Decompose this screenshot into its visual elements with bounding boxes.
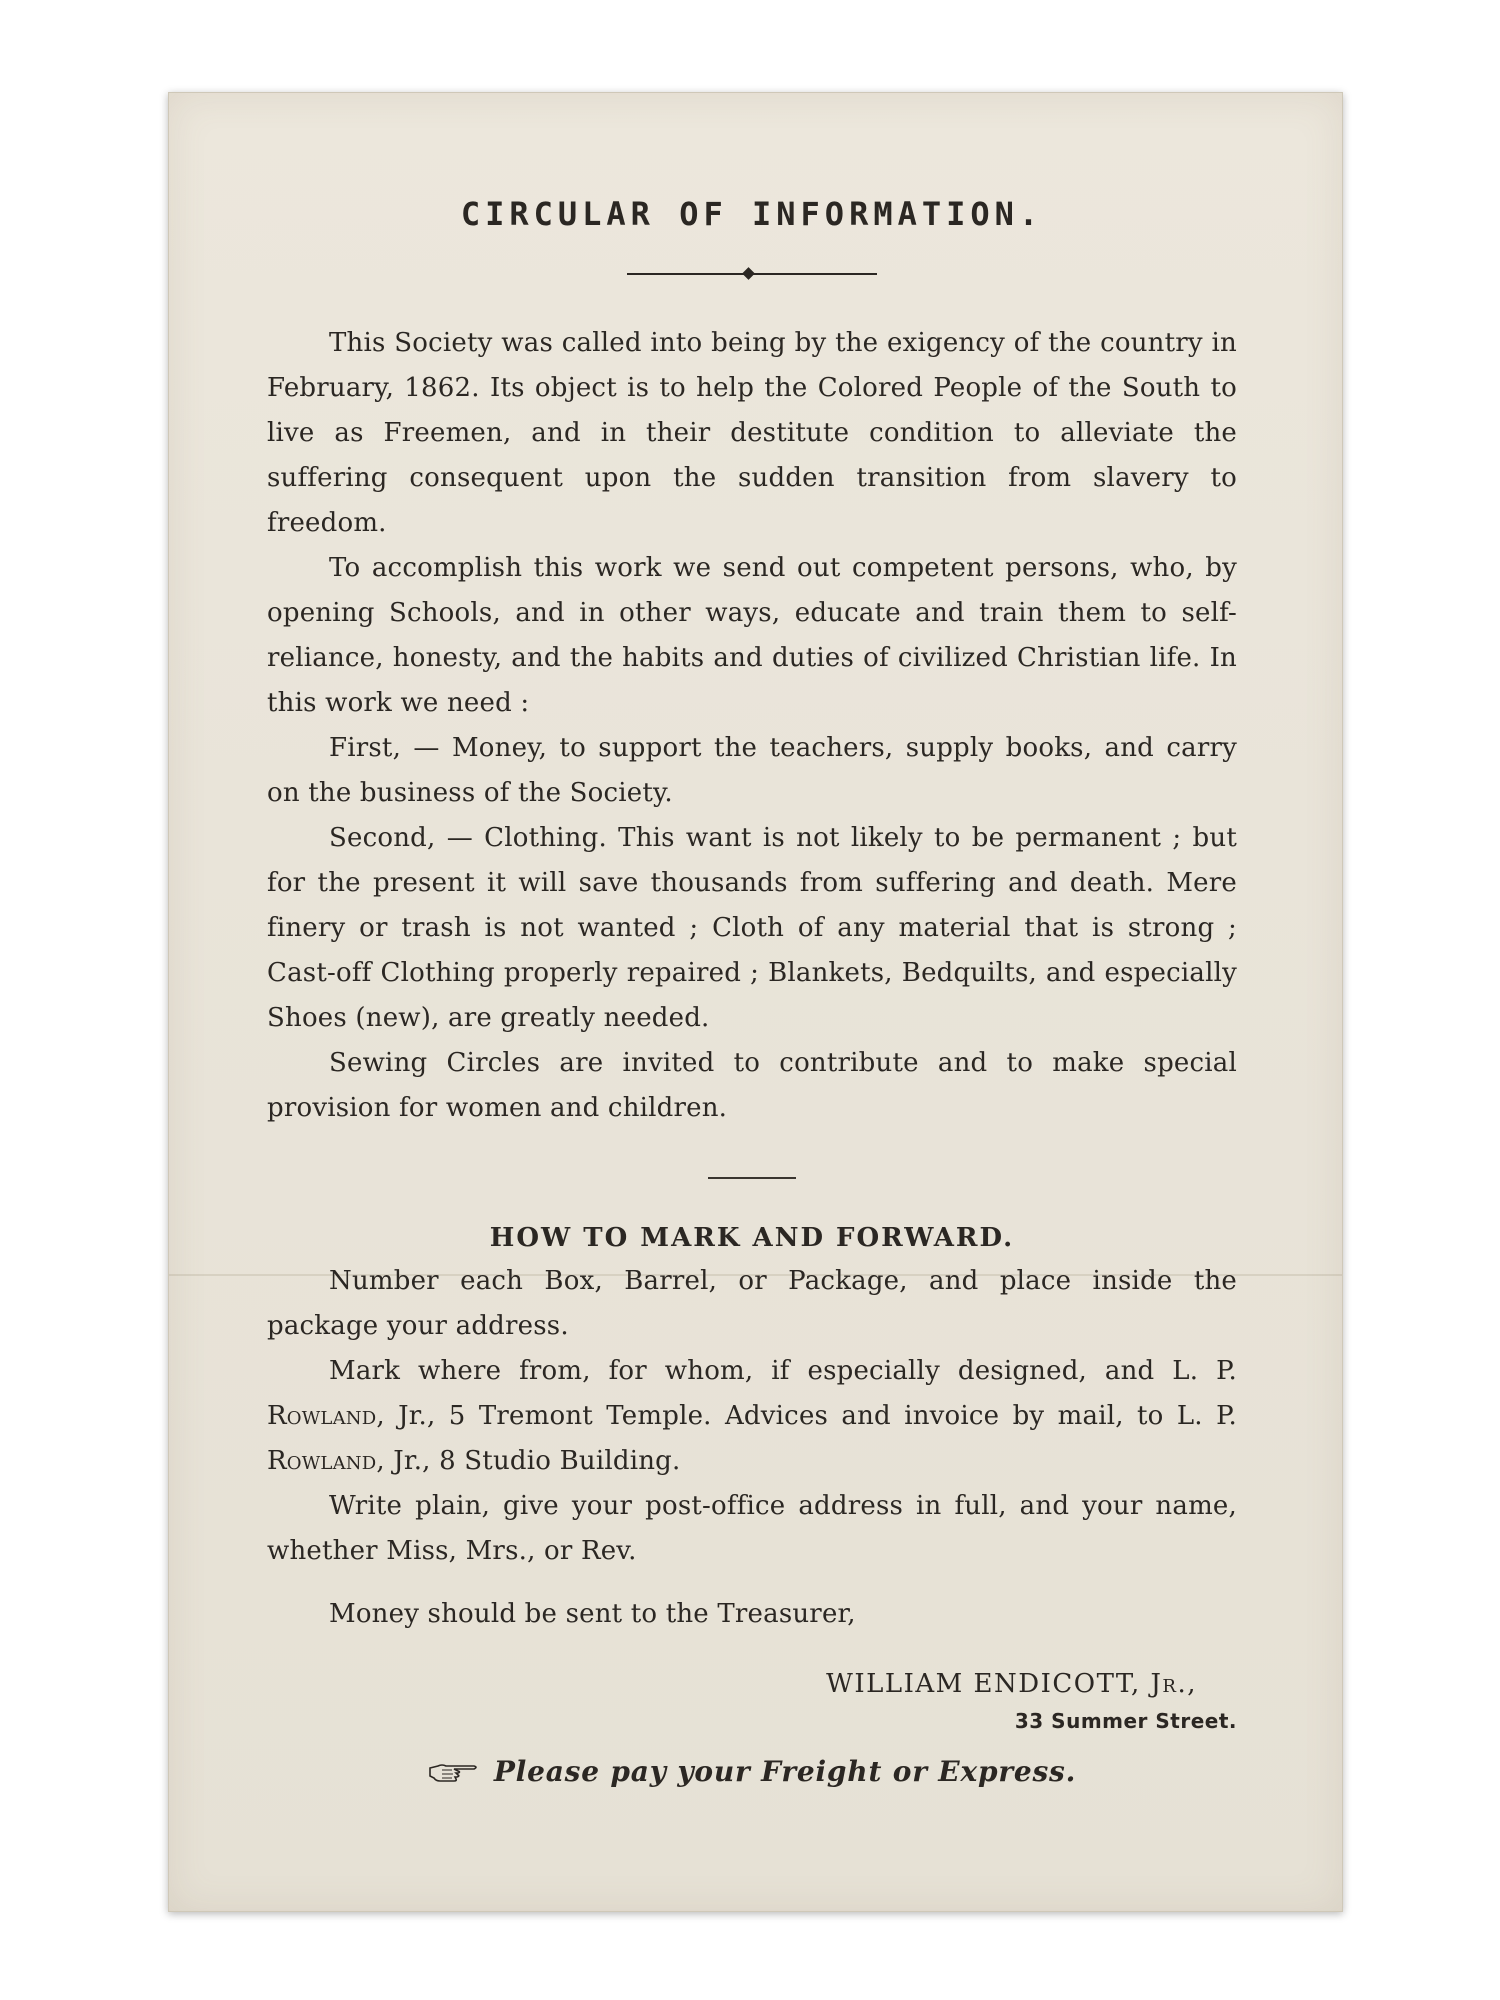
treasurer-signature: WILLIAM ENDICOTT, Jr., (826, 1668, 1197, 1699)
paragraph-mark-where: Mark where from, for whom, if especially designed, and L. P. Rowland, Jr., 5 Tremont Temple. Advices and invoice by mail, to L. P. Rowland, Jr., 8 Studio Building. (267, 1355, 1237, 1476)
section-divider (708, 1177, 796, 1179)
title-ornament-rule (627, 267, 877, 281)
diamond-ornament (742, 267, 755, 280)
paragraph-money-treasurer: Money should be sent to the Treasurer, (329, 1598, 856, 1629)
treasurer-address: 33 Summer Street. (1014, 1708, 1237, 1733)
document-title: CIRCULAR OF INFORMATION. (460, 195, 1044, 233)
paragraph-money: First, — Money, to support the teachers, supply books, and carry on the business of the Society. (267, 733, 1237, 808)
paragraph-origin: This Society was called into being by the exigency of the country in February, 1862. Its object is to help the Colored People of the South to live as Freemen, and in their destitute condition to alleviate the suffering consequent upon the sudden transition from slavery to freedom. (267, 328, 1237, 538)
pointing-hand-icon (428, 1757, 480, 1790)
document-body (267, 191, 1237, 1790)
footer-note: Please pay your Freight or Express. (267, 1755, 1237, 1790)
section-heading: HOW TO MARK AND FORWARD. (489, 1222, 1015, 1253)
paragraph-clothing: Second, — Clothing. This want is not likely to be permanent ; but for the present it will save thousands from suffering and death. Mere finery or trash is not wanted ; Cloth of any material that is strong ; Cast-off Clothing properly repaired ; Blankets, Bedquilts, and especially Shoes (new), are greatly needed. (267, 823, 1237, 1033)
name-rowland: Rowland (267, 1400, 377, 1431)
circular-sheet (168, 92, 1343, 1912)
paragraph-number-package: Number each Box, Barrel, or Package, and place inside the package your address. (267, 1265, 1237, 1341)
paragraph-sewing-circles: Sewing Circles are invited to contribute and to make special provision for women and children. (267, 1048, 1237, 1123)
paragraph-write-plain: Write plain, give your post-office address in full, and your name, whether Miss, Mrs., or Rev. (267, 1490, 1237, 1566)
paragraph-work: To accomplish this work we send out competent persons, who, by opening Schools, and in other ways, educate and train them to self-reliance, honesty, and the habits and duties of civilized Christian life. In this work we need : (267, 553, 1237, 718)
name-rowland: Rowland (267, 1445, 377, 1476)
